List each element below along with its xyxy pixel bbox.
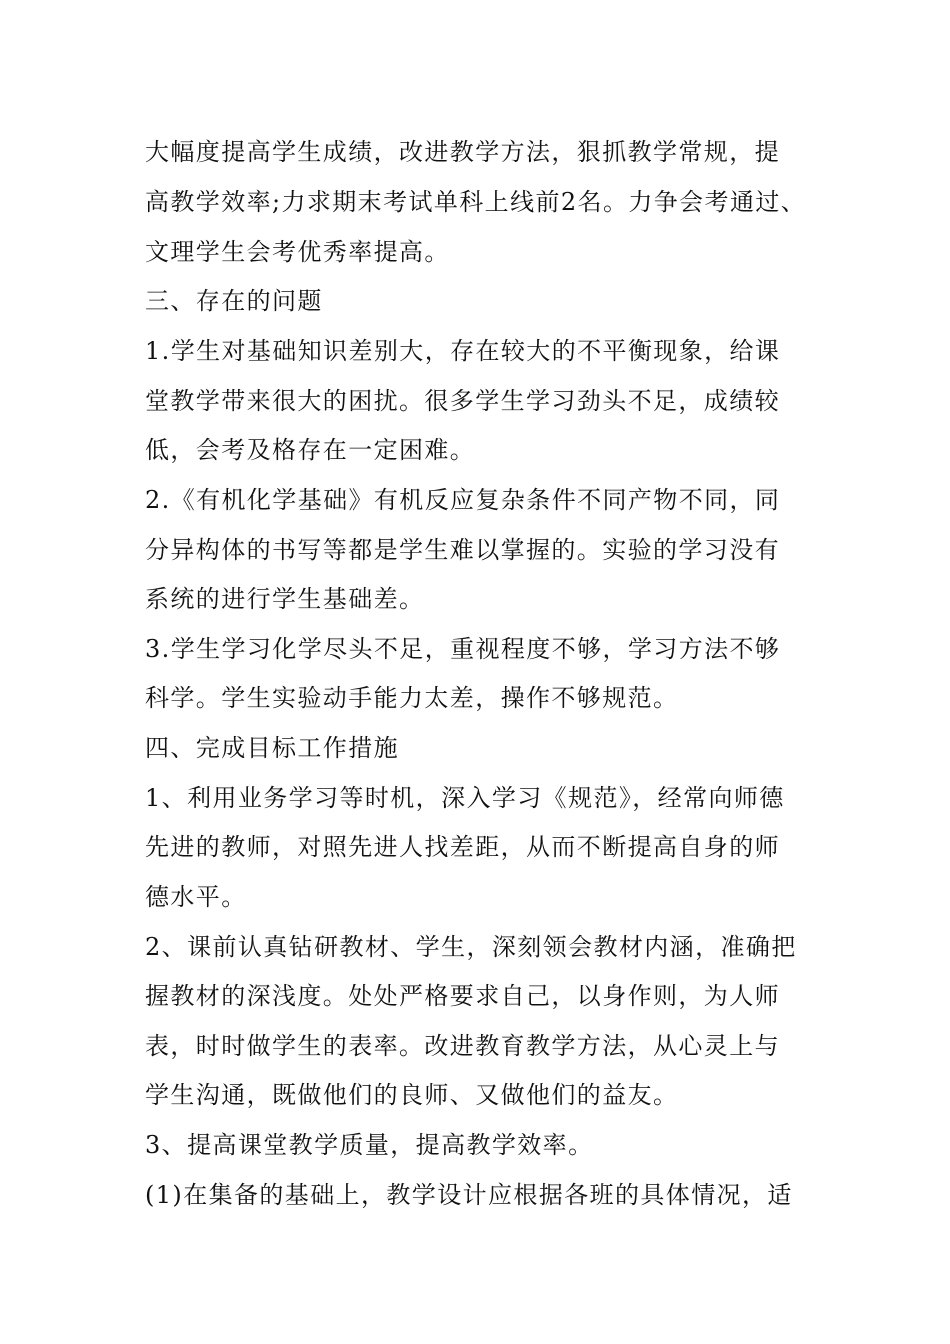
text-line: 1.学生对基础知识差别大，存在较大的不平衡现象，给课 [145,337,781,365]
text-line: 2、课前认真钻研教材、学生，深刻领会教材内涵，准确把 [145,933,797,961]
text-line: 1、利用业务学习等时机，深入学习《规范》，经常向师德 [145,784,785,812]
text-line: 2.《有机化学基础》有机反应复杂条件不同产物不同，同 [145,486,781,514]
text-line: 高教学效率;力求期末考试单科上线前2名。力争会考通过、 [145,188,807,216]
section-heading: 三、存在的问题 [145,287,323,315]
text-line: 学生沟通，既做他们的良师、又做他们的益友。 [145,1081,679,1109]
section-heading: 四、完成目标工作措施 [145,734,399,762]
text-line: 大幅度提高学生成绩，改进教学方法，狠抓教学常规，提 [145,138,780,166]
text-line: 德水平。 [145,883,247,911]
text-line: 科学。学生实验动手能力太差，操作不够规范。 [145,684,679,712]
text-line: 系统的进行学生基础差。 [145,585,425,613]
text-line: (1)在集备的基础上，教学设计应根据各班的具体情况，适 [145,1181,793,1209]
text-line: 文理学生会考优秀率提高。 [145,238,450,266]
text-line: 堂教学带来很大的困扰。很多学生学习劲头不足，成绩较 [145,387,780,415]
text-line: 先进的教师，对照先进人找差距，从而不断提高自身的师 [145,833,780,861]
text-line: 表，时时做学生的表率。改进教育教学方法，从心灵上与 [145,1032,780,1060]
text-line: 低，会考及格存在一定困难。 [145,436,476,464]
text-line: 分异构体的书写等都是学生难以掌握的。实验的学习没有 [145,536,780,564]
text-line: 3、提高课堂教学质量，提高教学效率。 [145,1131,594,1159]
text-line: 握教材的深浅度。处处严格要求自己，以身作则，为人师 [145,982,780,1010]
text-line: 3.学生学习化学尽头不足，重视程度不够，学习方法不够 [145,635,781,663]
